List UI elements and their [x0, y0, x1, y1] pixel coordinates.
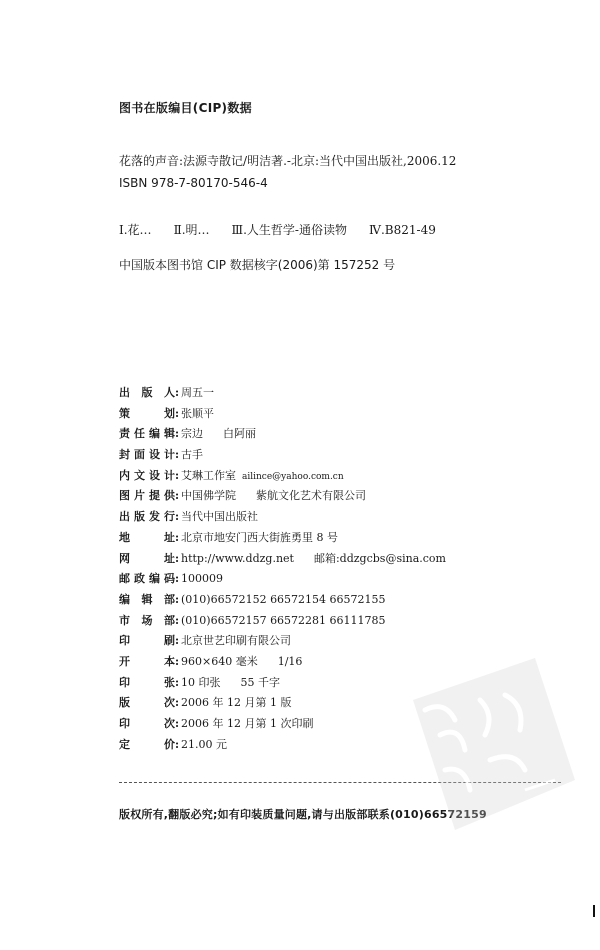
- info-row-address: 地址: 北京市地安门西大街旌勇里 8 号: [119, 528, 559, 549]
- classification-item: Ⅲ.人生哲学-通俗读物: [231, 223, 347, 237]
- info-label: 地址: [119, 530, 175, 544]
- info-value: 艾琳工作室: [181, 468, 236, 482]
- cip-title: 图书在版编目(CIP)数据: [119, 101, 252, 115]
- info-label: 开本: [119, 654, 175, 668]
- info-row-price: 定价: 21.00 元: [119, 735, 559, 756]
- info-row-editorial: 编辑部: (010)66572152 66572154 66572155: [119, 590, 559, 611]
- info-label: 出版人: [119, 386, 175, 399]
- cip-classification: [119, 221, 436, 238]
- info-row-cover-design: 封面设计: 古手: [119, 445, 559, 466]
- info-row-images: 图片提供: 中国佛学院 紫航文化艺术有限公司: [119, 486, 559, 507]
- info-label: 印刷: [119, 634, 175, 648]
- info-label: 图片提供: [119, 489, 175, 503]
- info-row-print-run: 印次: 2006 年 12 月第 1 次印刷: [119, 714, 559, 735]
- info-value: 周五一: [181, 386, 214, 399]
- mailbox: 邮箱:ddzgcbs@sina.com: [313, 551, 446, 565]
- stamp-watermark: [385, 640, 585, 840]
- info-row-sheets: 印张: 10 印张 55 千字: [119, 673, 559, 694]
- info-value: (010)66572157 66572281 66111785: [181, 613, 386, 627]
- info-label: 责任编辑: [119, 427, 175, 441]
- info-label: 印张: [119, 675, 175, 689]
- info-value: 中国佛学院: [181, 489, 236, 503]
- classification-item: Ⅱ.明…: [173, 223, 210, 237]
- info-value: 2006 年 12 月第 1 版: [181, 696, 292, 710]
- info-label: 印次: [119, 717, 175, 730]
- info-label: 出版发行: [119, 510, 175, 524]
- info-value: 当代中国出版社: [181, 510, 258, 524]
- copyright-notice: 版权所有,翻版必究;如有印装质量问题,请与出版部联系(010)66572159: [119, 808, 487, 821]
- info-value: 100009: [181, 572, 223, 586]
- info-label: 邮政编码: [119, 572, 175, 586]
- info-row-website: 网址: http://www.ddzg.net 邮箱:ddzgcbs@sina.com: [119, 549, 559, 570]
- info-row-publisher-person: 出版人: 周五一: [119, 383, 559, 404]
- cip-isbn: ISBN 978-7-80170-546-4: [119, 176, 268, 190]
- classification-item: Ⅰ.花…: [119, 223, 152, 237]
- designer-email: ailince@yahoo.com.cn: [242, 471, 344, 482]
- page-edge-mark: [593, 905, 595, 917]
- info-value: 2006 年 12 月第 1 次印刷: [181, 717, 314, 730]
- info-label: 编辑部: [119, 592, 175, 606]
- info-value: 宗边: [181, 427, 203, 441]
- info-value: 21.00 元: [181, 737, 227, 751]
- info-label: 定价: [119, 737, 175, 751]
- info-value: 55 千字: [240, 675, 280, 689]
- info-value: 1/16: [277, 654, 303, 668]
- info-label: 版次: [119, 696, 175, 710]
- classification-item: Ⅳ.B821-49: [369, 223, 436, 237]
- cip-bibliographic-line: 花落的声音:法源寺散记/明洁著.-北京:当代中国出版社,2006.12: [119, 154, 457, 168]
- info-value: 10 印张: [181, 675, 221, 689]
- info-label: 策划: [119, 406, 175, 420]
- info-row-editors: 责任编辑: 宗边 白阿丽: [119, 424, 559, 445]
- info-row-planner: 策划: 张顺平: [119, 404, 559, 425]
- info-value: 北京世艺印刷有限公司: [181, 634, 291, 648]
- info-row-interior-design: 内文设计: 艾琳工作室 ailince@yahoo.com.cn: [119, 466, 559, 487]
- info-row-edition: 版次: 2006 年 12 月第 1 版: [119, 693, 559, 714]
- info-value: 紫航文化艺术有限公司: [256, 489, 366, 503]
- info-label: 市场部: [119, 613, 175, 627]
- info-value: 古手: [181, 448, 203, 462]
- website-url: http://www.ddzg.net: [181, 551, 294, 565]
- info-label: 内文设计: [119, 468, 175, 482]
- info-value: (010)66572152 66572154 66572155: [181, 592, 386, 606]
- info-value: 张顺平: [181, 406, 214, 420]
- info-row-postal: 邮政编码: 100009: [119, 569, 559, 590]
- info-label: 网址: [119, 551, 175, 565]
- cip-verification: 中国版本图书馆 CIP 数据核字(2006)第 157252 号: [119, 258, 396, 272]
- info-value: 白阿丽: [223, 427, 256, 441]
- info-label: 封面设计: [119, 448, 175, 462]
- info-row-distribution: 出版发行: 当代中国出版社: [119, 507, 559, 528]
- info-row-format: 开本: 960×640 毫米 1/16: [119, 652, 559, 673]
- info-row-marketing: 市场部: (010)66572157 66572281 66111785: [119, 611, 559, 632]
- info-row-printing: 印刷: 北京世艺印刷有限公司: [119, 631, 559, 652]
- info-value: 北京市地安门西大街旌勇里 8 号: [181, 530, 338, 544]
- info-value: 960×640 毫米: [181, 654, 258, 668]
